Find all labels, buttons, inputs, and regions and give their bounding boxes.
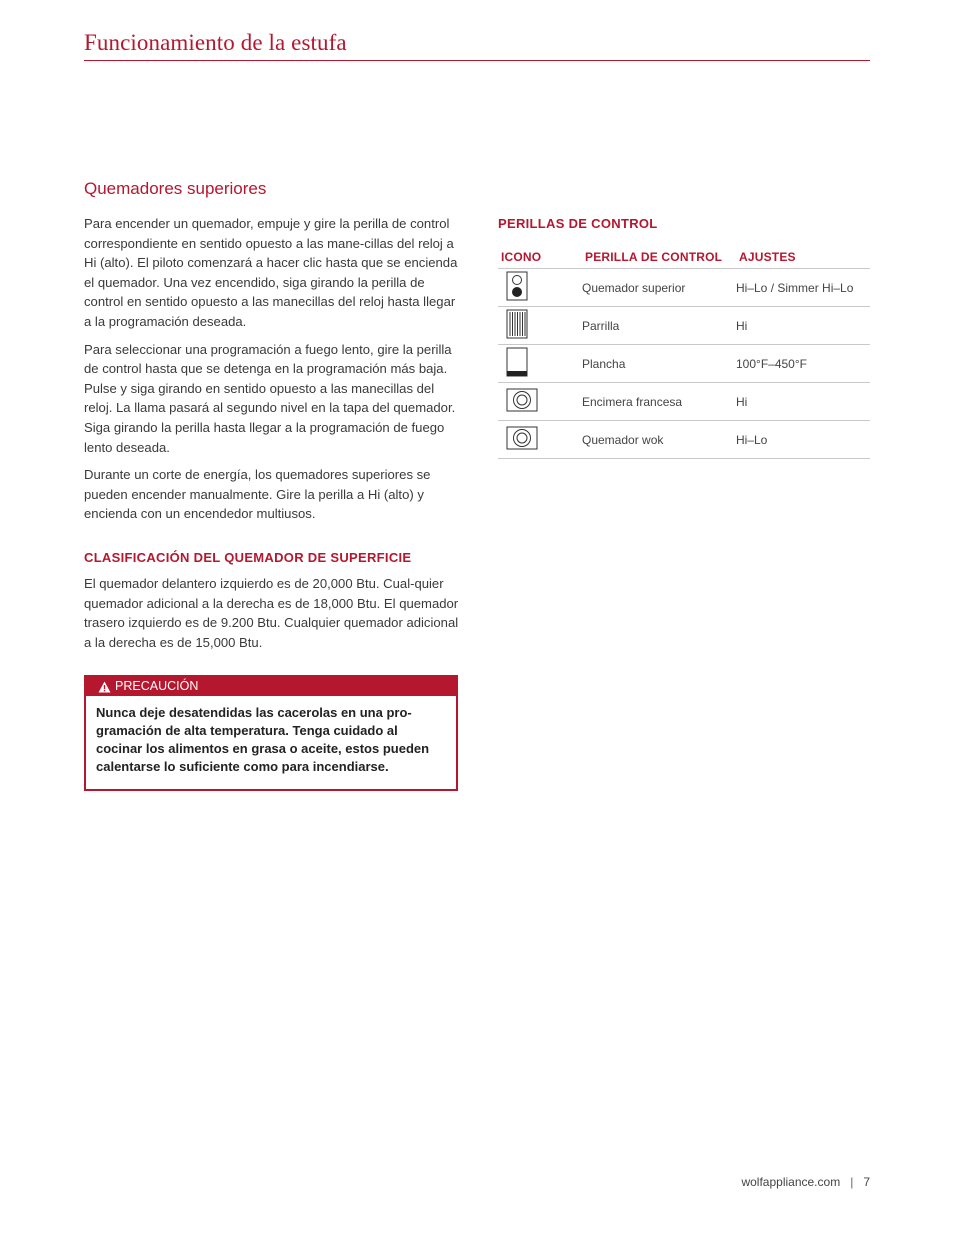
- warning-triangle-icon: [98, 681, 111, 693]
- left-column: [84, 214, 466, 791]
- knob-name: Quemador wok: [582, 421, 736, 459]
- paragraph-power-outage: Durante un corte de energía, los quemadores superiores se pueden encender manualmente. Gire la perilla a Hi (alto) y encienda con un encendedor multiusos.: [84, 467, 431, 522]
- grill-icon: [506, 309, 528, 339]
- controls-table-title: PERILLAS DE CONTROL: [498, 216, 658, 231]
- griddle-icon: [506, 347, 528, 377]
- table-row: [498, 307, 870, 345]
- table-header-row: [498, 246, 870, 269]
- header-knob: PERILLA DE CONTROL: [582, 246, 736, 269]
- paragraph-ignition: Para encender un quemador, empuje y gire la perilla de control correspondiente en sentido opuesto a las mane-cillas del reloj a Hi (alto). El piloto comenzará a hacer clic hasta que se encienda el quemador. Una vez encendido, siga girando la perilla de control en sentido opuesto a las manecillas del reloj hasta llegar a la programación deseada.: [84, 216, 458, 329]
- table-row: [498, 345, 870, 383]
- section-heading: Quemadores superiores: [84, 179, 267, 198]
- table-row: [498, 269, 870, 307]
- knob-settings: 100°F–450°F: [736, 345, 870, 383]
- page-footer: [741, 1175, 870, 1189]
- rating-heading: CLASIFICACIÓN DEL QUEMADOR DE SUPERFICIE: [84, 549, 412, 565]
- header-icon: ICONO: [498, 246, 582, 269]
- page-title: Funcionamiento de la estufa: [84, 30, 347, 55]
- caution-label: PRECAUCIÓN: [115, 679, 199, 694]
- knob-name: Quemador superior: [582, 269, 736, 307]
- header-settings: AJUSTES: [736, 246, 870, 269]
- table-row: [498, 421, 870, 459]
- knob-settings: Hi: [736, 307, 870, 345]
- top-burner-icon: [506, 271, 528, 301]
- paragraph-simmer: Para seleccionar una programación a fuego lento, gire la perilla de control hasta que se detenga en la programación más baja. Pulse y siga girando en sentido opuesto a las manecillas del reloj. La llama pasará al segundo nivel en la tapa del quemador. Siga girando la perilla hasta llegar a la programación de fuego lento deseada.: [84, 341, 456, 455]
- caution-text: Nunca deje desatendidas las cacerolas en una pro-gramación de alta temperatura. Tenga cuidado al cocinar los alimentos en grasa o aceite, estos pueden calentarse lo suficiente como para incendiarse.: [96, 705, 430, 775]
- knob-settings: Hi: [736, 383, 870, 421]
- knob-name: Encimera francesa: [582, 383, 736, 421]
- wok-burner-icon: [506, 426, 538, 450]
- page-number: 7: [863, 1175, 870, 1189]
- title-divider: [84, 60, 870, 61]
- rating-paragraph: El quemador delantero izquierdo es de 20,000 Btu. Cual-quier quemador adicional a la derecha es de 18,000 Btu. El quemador trasero izquierdo es de 9.200 Btu. Cualquier quemador adicional a la derecha es de 15,000 Btu.: [84, 575, 459, 650]
- french-top-icon: [506, 388, 538, 412]
- footer-site: wolfappliance.com: [741, 1175, 841, 1189]
- knob-name: Plancha: [582, 345, 736, 383]
- caution-box: [84, 675, 458, 791]
- footer-separator: |: [850, 1175, 854, 1189]
- knob-name: Parrilla: [582, 307, 736, 345]
- table-row: [498, 383, 870, 421]
- knob-settings: Hi–Lo: [736, 421, 870, 459]
- controls-table: [498, 246, 870, 459]
- knob-settings: Hi–Lo / Simmer Hi–Lo: [736, 269, 870, 307]
- caution-header: [86, 677, 456, 696]
- right-column: [498, 214, 870, 459]
